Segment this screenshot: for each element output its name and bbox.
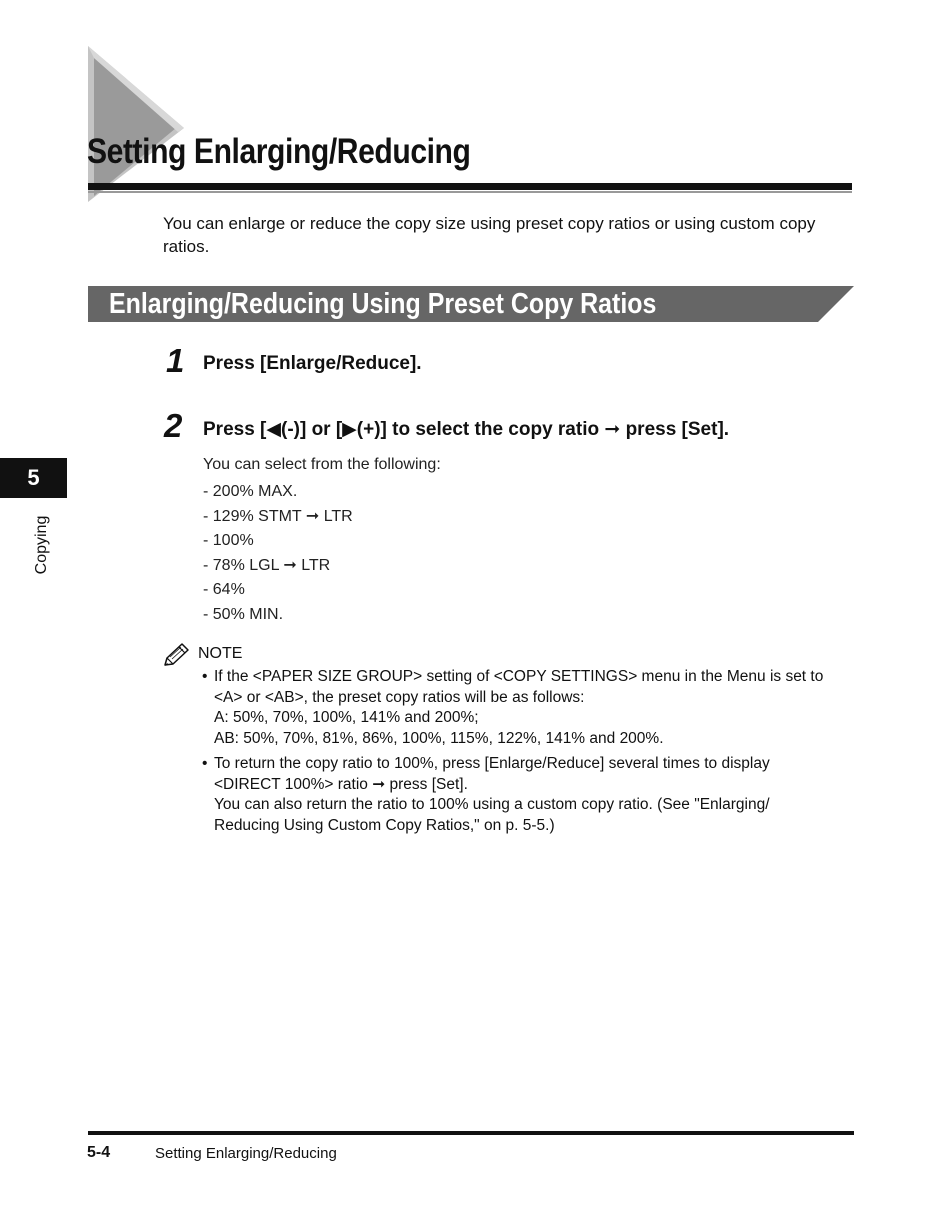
note-line: <DIRECT 100%> ratio ➞ press [Set]. <box>214 775 468 793</box>
section-title: Enlarging/Reducing Using Preset Copy Ratios <box>109 288 657 320</box>
list-item: - 64% <box>203 581 245 598</box>
selection-intro: You can select from the following: <box>203 456 441 473</box>
bullet: • <box>202 754 208 772</box>
step-text: Press [◀(-)] or [▶(+)] to select the copy ratio ➞ press [Set]. <box>203 419 730 440</box>
note-label: NOTE <box>198 645 243 662</box>
note-line: AB: 50%, 70%, 81%, 86%, 100%, 115%, 122%, 141% and 200%. <box>214 730 664 748</box>
footer-title: Setting Enlarging/Reducing <box>155 1145 337 1162</box>
intro-paragraph: You can enlarge or reduce the copy size using preset copy ratios or using custom copy ratios. <box>163 214 816 256</box>
list-item: - 100% <box>203 532 254 549</box>
list-item: - 200% MAX. <box>203 483 298 500</box>
note-line: Reducing Using Custom Copy Ratios," on p. 5-5.) <box>214 816 555 834</box>
chapter-label: Copying <box>33 515 50 575</box>
step-number: 2 <box>164 407 183 444</box>
note-item <box>202 667 854 750</box>
note-line: You can also return the ratio to 100% using a custom copy ratio. (See "Enlarging/ <box>214 796 770 814</box>
chapter-number: 5 <box>27 465 40 490</box>
step-number: 1 <box>166 342 185 379</box>
title-rule-shadow <box>88 191 852 193</box>
pencil-note-icon <box>163 641 191 667</box>
title-triangle-decoration <box>88 46 188 202</box>
note-line: To return the copy ratio to 100%, press [Enlarge/Reduce] several times to display <box>214 754 770 772</box>
bullet: • <box>202 668 208 685</box>
note-item <box>202 754 854 837</box>
list-item: - 50% MIN. <box>203 605 284 623</box>
footer-page-number: 5-4 <box>87 1144 111 1161</box>
list-item: - 129% STMT ➞ LTR <box>203 507 353 525</box>
note-line: A: 50%, 70%, 100%, 141% and 200%; <box>214 709 479 727</box>
footer-rule <box>88 1131 854 1135</box>
note-line: <A> or <AB>, the preset copy ratios will be as follows: <box>214 688 585 706</box>
page-title: Setting Enlarging/Reducing <box>87 132 471 171</box>
list-item: - 78% LGL ➞ LTR <box>203 556 331 574</box>
note-line: If the <PAPER SIZE GROUP> setting of <COPY SETTINGS> menu in the Menu is set to <box>214 668 824 685</box>
title-rule <box>88 183 852 190</box>
note-list <box>202 667 854 841</box>
step-text: Press [Enlarge/Reduce]. <box>203 353 422 374</box>
ratio-options-list <box>203 480 353 627</box>
